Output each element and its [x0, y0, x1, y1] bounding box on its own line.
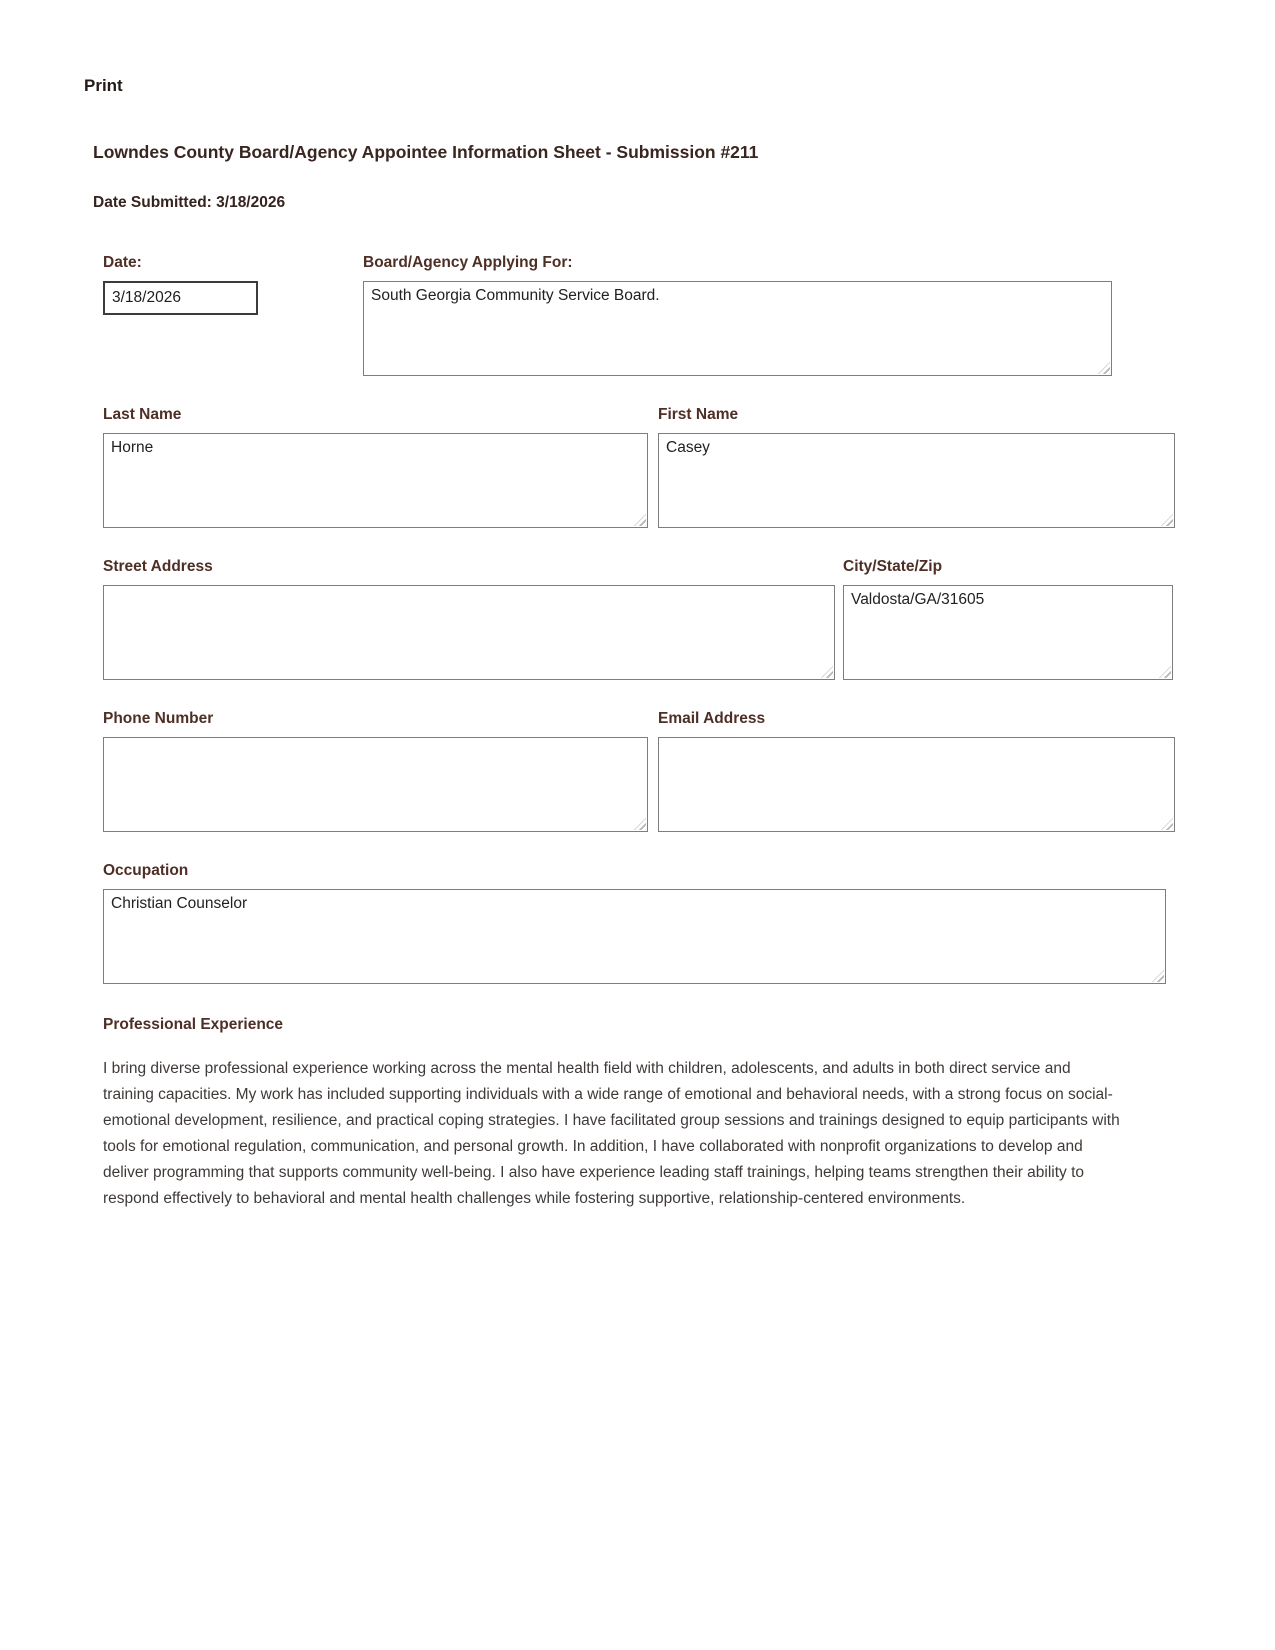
occupation-label: Occupation	[103, 862, 189, 879]
phone-number-textarea[interactable]	[103, 737, 648, 832]
row-contact	[103, 710, 1175, 832]
professional-experience-heading: Professional Experience	[103, 1016, 284, 1033]
email-address-field	[658, 710, 1175, 832]
phone-number-field	[103, 710, 648, 832]
date-label: Date:	[103, 254, 142, 271]
row-occupation	[103, 862, 1175, 984]
last-name-label: Last Name	[103, 406, 182, 423]
phone-number-label: Phone Number	[103, 710, 214, 727]
professional-experience-text: I bring diverse professional experience working across the mental health field with children, adolescents, and adults in both direct service and training capacities. My work has included supporting individuals with a wide range of emotional and behavioral needs, with a strong focus on social-emotional development, resilience, and practical coping strategies. I have facilitated group sessions and trainings designed to equip participants with tools for emotional regulation, communication, and personal growth. In addition, I have collaborated with nonprofit organizations to develop and deliver programming that supports community well-being. I also have experience leading staff trainings, helping teams strengthen their ability to respond effectively to behavioral and mental health challenges while fostering supportive, relationship-centered environments.	[103, 1060, 1120, 1207]
email-address-label: Email Address	[658, 710, 766, 727]
street-address-textarea[interactable]	[103, 585, 835, 680]
row-name	[103, 406, 1175, 528]
city-state-zip-textarea[interactable]	[843, 585, 1173, 680]
date-input[interactable]	[103, 281, 258, 315]
city-state-zip-label: City/State/Zip	[843, 558, 943, 575]
last-name-field	[103, 406, 648, 528]
board-agency-label: Board/Agency Applying For:	[363, 254, 573, 271]
row-address	[103, 558, 1175, 680]
street-address-field	[103, 558, 835, 680]
page-title: Lowndes County Board/Agency Appointee Information Sheet - Submission #211	[93, 142, 759, 162]
first-name-field	[658, 406, 1175, 528]
appointee-form	[103, 254, 1175, 984]
occupation-textarea[interactable]	[103, 889, 1166, 984]
date-submitted-text: Date Submitted: 3/18/2026	[93, 194, 286, 211]
city-state-zip-field	[843, 558, 1173, 680]
board-agency-field	[363, 254, 1123, 376]
first-name-label: First Name	[658, 406, 739, 423]
occupation-field	[103, 862, 1166, 984]
last-name-textarea[interactable]	[103, 433, 648, 528]
board-agency-textarea[interactable]	[363, 281, 1112, 376]
print-link[interactable]: Print	[84, 76, 123, 95]
street-address-label: Street Address	[103, 558, 213, 575]
row-date-board	[103, 254, 1175, 376]
email-address-textarea[interactable]	[658, 737, 1175, 832]
first-name-textarea[interactable]	[658, 433, 1175, 528]
date-field	[103, 254, 353, 376]
